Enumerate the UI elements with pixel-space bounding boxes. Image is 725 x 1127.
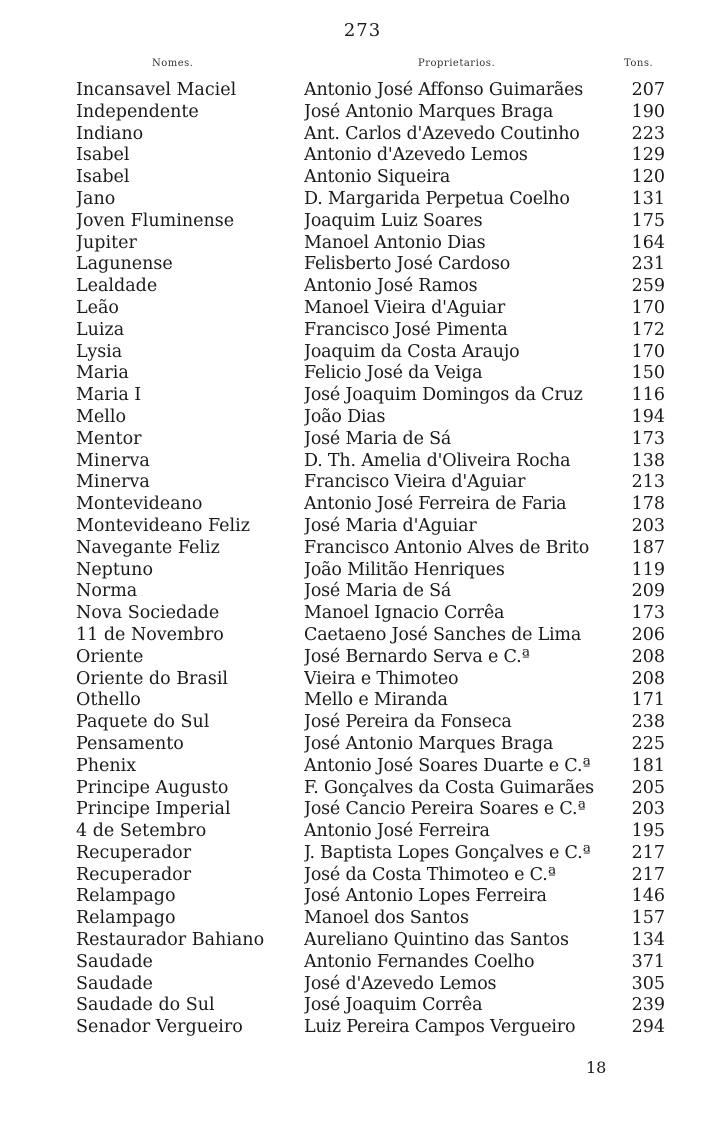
vessel-name: Minerva <box>76 450 150 471</box>
vessel-tonnage: 209 <box>631 581 665 602</box>
table-row <box>0 538 725 560</box>
table-row <box>0 1017 725 1039</box>
vessel-tonnage: 305 <box>631 973 665 994</box>
table-row <box>0 799 725 821</box>
vessel-owner: José da Costa Thimoteo e C.ª <box>304 864 556 885</box>
vessel-owner: José Maria de Sá <box>304 581 452 602</box>
vessel-name: Lysia <box>76 341 123 362</box>
vessel-name: Principe Imperial <box>76 799 231 820</box>
vessel-owner: Antonio Siqueira <box>304 167 451 188</box>
column-header-names: Nomes. <box>152 58 194 69</box>
table-row <box>0 516 725 538</box>
vessel-name: Saudade do Sul <box>76 995 215 1016</box>
vessel-tonnage: 170 <box>631 341 665 362</box>
vessel-tonnage: 371 <box>631 951 665 972</box>
table-row <box>0 974 725 996</box>
vessel-name: Recuperador <box>76 864 192 885</box>
vessel-owner: Manoel Ignacio Corrêa <box>304 603 505 624</box>
vessel-tonnage: 217 <box>631 864 665 885</box>
vessel-name: Relampago <box>76 908 176 929</box>
vessel-tonnage: 259 <box>631 276 665 297</box>
vessel-name: Neptuno <box>76 559 153 580</box>
vessel-name: Montevideano <box>76 494 203 515</box>
vessel-owner: Joaquim da Costa Araujo <box>304 341 520 362</box>
vessel-owner: José Antonio Lopes Ferreira <box>304 886 547 907</box>
vessel-tonnage: 138 <box>631 450 665 471</box>
table-row <box>0 472 725 494</box>
table-row <box>0 625 725 647</box>
vessel-name: Oriente <box>76 646 144 667</box>
table-row <box>0 865 725 887</box>
table-row <box>0 908 725 930</box>
vessel-name: Nova Sociedade <box>76 603 220 624</box>
vessel-tonnage: 173 <box>631 603 665 624</box>
table-row <box>0 363 725 385</box>
vessel-owner: José Maria de Sá <box>304 428 452 449</box>
table-row <box>0 342 725 364</box>
vessel-tonnage: 223 <box>631 123 665 144</box>
table-row <box>0 494 725 516</box>
vessel-owner: J. Baptista Lopes Gonçalves e C.ª <box>304 842 591 863</box>
vessel-tonnage: 119 <box>631 559 665 580</box>
vessel-tonnage: 175 <box>631 210 665 231</box>
table-row <box>0 189 725 211</box>
vessel-owner: Luiz Pereira Campos Vergueiro <box>304 1017 576 1038</box>
vessel-tonnage: 207 <box>631 80 665 100</box>
vessel-owner: José Antonio Marques Braga <box>304 733 554 754</box>
table-row <box>0 124 725 146</box>
vessel-name: Mentor <box>76 428 142 449</box>
vessel-name: Mello <box>76 406 127 427</box>
vessel-name: Norma <box>76 581 138 602</box>
vessel-tonnage: 225 <box>631 733 665 754</box>
vessel-tonnage: 134 <box>631 930 665 951</box>
vessel-list <box>0 80 725 1039</box>
table-row <box>0 145 725 167</box>
vessel-owner: Francisco Vieira d'Aguiar <box>304 472 526 493</box>
table-row <box>0 407 725 429</box>
vessel-name: Indiano <box>76 123 144 144</box>
table-row <box>0 734 725 756</box>
vessel-name: Relampago <box>76 886 176 907</box>
vessel-tonnage: 231 <box>631 254 665 275</box>
vessel-tonnage: 172 <box>631 319 665 340</box>
table-row <box>0 995 725 1017</box>
table-row <box>0 669 725 691</box>
vessel-owner: Antonio José Ramos <box>304 276 478 297</box>
table-row <box>0 690 725 712</box>
vessel-name: Incansavel Maciel <box>76 80 237 100</box>
table-row <box>0 298 725 320</box>
vessel-tonnage: 129 <box>631 145 665 166</box>
table-row <box>0 756 725 778</box>
vessel-name: Phenix <box>76 755 137 776</box>
vessel-name: Jupiter <box>76 232 137 253</box>
vessel-tonnage: 294 <box>631 1017 665 1038</box>
vessel-tonnage: 239 <box>631 995 665 1016</box>
vessel-tonnage: 173 <box>631 428 665 449</box>
column-header-tons: Tons. <box>624 58 654 69</box>
vessel-owner: Antonio José Affonso Guimarães <box>304 80 584 100</box>
vessel-tonnage: 203 <box>631 515 665 536</box>
vessel-owner: Antonio José Ferreira de Faria <box>304 494 567 515</box>
vessel-owner: Francisco José Pimenta <box>304 319 508 340</box>
vessel-tonnage: 157 <box>631 908 665 929</box>
vessel-tonnage: 195 <box>631 821 665 842</box>
vessel-tonnage: 206 <box>631 624 665 645</box>
table-row <box>0 80 725 102</box>
vessel-owner: Aureliano Quintino das Santos <box>304 930 569 951</box>
vessel-tonnage: 150 <box>631 363 665 384</box>
vessel-name: Isabel <box>76 145 130 166</box>
vessel-tonnage: 190 <box>631 101 665 122</box>
vessel-name: Luiza <box>76 319 125 340</box>
table-row <box>0 276 725 298</box>
vessel-owner: José Cancio Pereira Soares e C.ª <box>304 799 586 820</box>
page-number: 273 <box>343 20 382 41</box>
table-row <box>0 886 725 908</box>
vessel-name: Minerva <box>76 472 150 493</box>
vessel-name: Lealdade <box>76 276 158 297</box>
vessel-owner: José Maria d'Aguiar <box>304 515 477 536</box>
vessel-owner: Ant. Carlos d'Azevedo Coutinho <box>304 123 580 144</box>
vessel-tonnage: 194 <box>631 406 665 427</box>
vessel-owner: Vieira e Thimoteo <box>304 668 459 689</box>
table-row <box>0 647 725 669</box>
vessel-tonnage: 203 <box>631 799 665 820</box>
vessel-name: Saudade <box>76 951 153 972</box>
vessel-tonnage: 131 <box>631 188 665 209</box>
table-row <box>0 712 725 734</box>
vessel-tonnage: 120 <box>631 167 665 188</box>
vessel-name: Recuperador <box>76 842 192 863</box>
vessel-name: Oriente do Brasil <box>76 668 229 689</box>
table-row <box>0 211 725 233</box>
vessel-tonnage: 213 <box>631 472 665 493</box>
printer-signature: 18 <box>586 1058 607 1077</box>
vessel-owner: Caetaeno José Sanches de Lima <box>304 624 582 645</box>
vessel-tonnage: 146 <box>631 886 665 907</box>
vessel-name: Pensamento <box>76 733 184 754</box>
table-row <box>0 603 725 625</box>
vessel-name: Leão <box>76 297 119 318</box>
column-header-owners: Proprietarios. <box>418 58 496 69</box>
vessel-owner: F. Gonçalves da Costa Guimarães <box>304 777 594 798</box>
vessel-tonnage: 208 <box>631 668 665 689</box>
vessel-owner: Antonio d'Azevedo Lemos <box>304 145 528 166</box>
vessel-tonnage: 164 <box>631 232 665 253</box>
vessel-tonnage: 217 <box>631 842 665 863</box>
table-row <box>0 930 725 952</box>
vessel-owner: Antonio José Ferreira <box>304 821 490 842</box>
vessel-name: Restaurador Bahiano <box>76 930 265 951</box>
vessel-name: Montevideano Feliz <box>76 515 250 536</box>
vessel-owner: José Antonio Marques Braga <box>304 101 554 122</box>
vessel-name: Saudade <box>76 973 153 994</box>
table-row <box>0 233 725 255</box>
vessel-name: Independente <box>76 101 199 122</box>
vessel-name: Joven Fluminense <box>76 210 235 231</box>
vessel-name: Navegante Feliz <box>76 537 220 558</box>
vessel-owner: D. Margarida Perpetua Coelho <box>304 188 570 209</box>
table-row <box>0 102 725 124</box>
vessel-owner: Mello e Miranda <box>304 690 448 711</box>
vessel-name: Jano <box>76 188 116 209</box>
table-row <box>0 778 725 800</box>
vessel-tonnage: 205 <box>631 777 665 798</box>
vessel-tonnage: 170 <box>631 297 665 318</box>
vessel-name: Paquete do Sul <box>76 712 210 733</box>
table-row <box>0 320 725 342</box>
vessel-name: Othello <box>76 690 141 711</box>
table-row <box>0 429 725 451</box>
table-row <box>0 385 725 407</box>
table-row <box>0 254 725 276</box>
vessel-owner: José Bernardo Serva e C.ª <box>304 646 530 667</box>
vessel-owner: Manoel Vieira d'Aguiar <box>304 297 506 318</box>
vessel-tonnage: 181 <box>631 755 665 776</box>
vessel-owner: Francisco Antonio Alves de Brito <box>304 537 590 558</box>
table-row <box>0 821 725 843</box>
vessel-name: Senador Vergueiro <box>76 1017 243 1038</box>
vessel-owner: Manoel dos Santos <box>304 908 469 929</box>
vessel-name: 4 de Setembro <box>76 821 207 842</box>
vessel-owner: José d'Azevedo Lemos <box>304 973 497 994</box>
table-row <box>0 843 725 865</box>
vessel-tonnage: 178 <box>631 494 665 515</box>
vessel-owner: Joaquim Luiz Soares <box>304 210 483 231</box>
vessel-owner: Manoel Antonio Dias <box>304 232 486 253</box>
vessel-owner: João Militão Henriques <box>304 559 505 580</box>
table-row <box>0 167 725 189</box>
vessel-owner: Antonio José Soares Duarte e C.ª <box>304 755 591 776</box>
table-row <box>0 560 725 582</box>
vessel-owner: José Pereira da Fonseca <box>304 712 512 733</box>
vessel-owner: D. Th. Amelia d'Oliveira Rocha <box>304 450 571 471</box>
vessel-name: Isabel <box>76 167 130 188</box>
table-row <box>0 451 725 473</box>
vessel-owner: Felicio José da Veiga <box>304 363 483 384</box>
vessel-name: Maria I <box>76 385 142 406</box>
vessel-name: Lagunense <box>76 254 173 275</box>
vessel-tonnage: 208 <box>631 646 665 667</box>
table-row <box>0 952 725 974</box>
vessel-name: 11 de Novembro <box>76 624 224 645</box>
vessel-owner: José Joaquim Corrêa <box>304 995 483 1016</box>
vessel-owner: Antonio Fernandes Coelho <box>304 951 535 972</box>
vessel-owner: João Dias <box>304 406 386 427</box>
vessel-tonnage: 171 <box>631 690 665 711</box>
vessel-owner: José Joaquim Domingos da Cruz <box>304 385 583 406</box>
vessel-name: Maria <box>76 363 129 384</box>
vessel-tonnage: 238 <box>631 712 665 733</box>
table-row <box>0 581 725 603</box>
vessel-tonnage: 187 <box>631 537 665 558</box>
vessel-tonnage: 116 <box>631 385 665 406</box>
vessel-name: Principe Augusto <box>76 777 229 798</box>
vessel-owner: Felisberto José Cardoso <box>304 254 511 275</box>
